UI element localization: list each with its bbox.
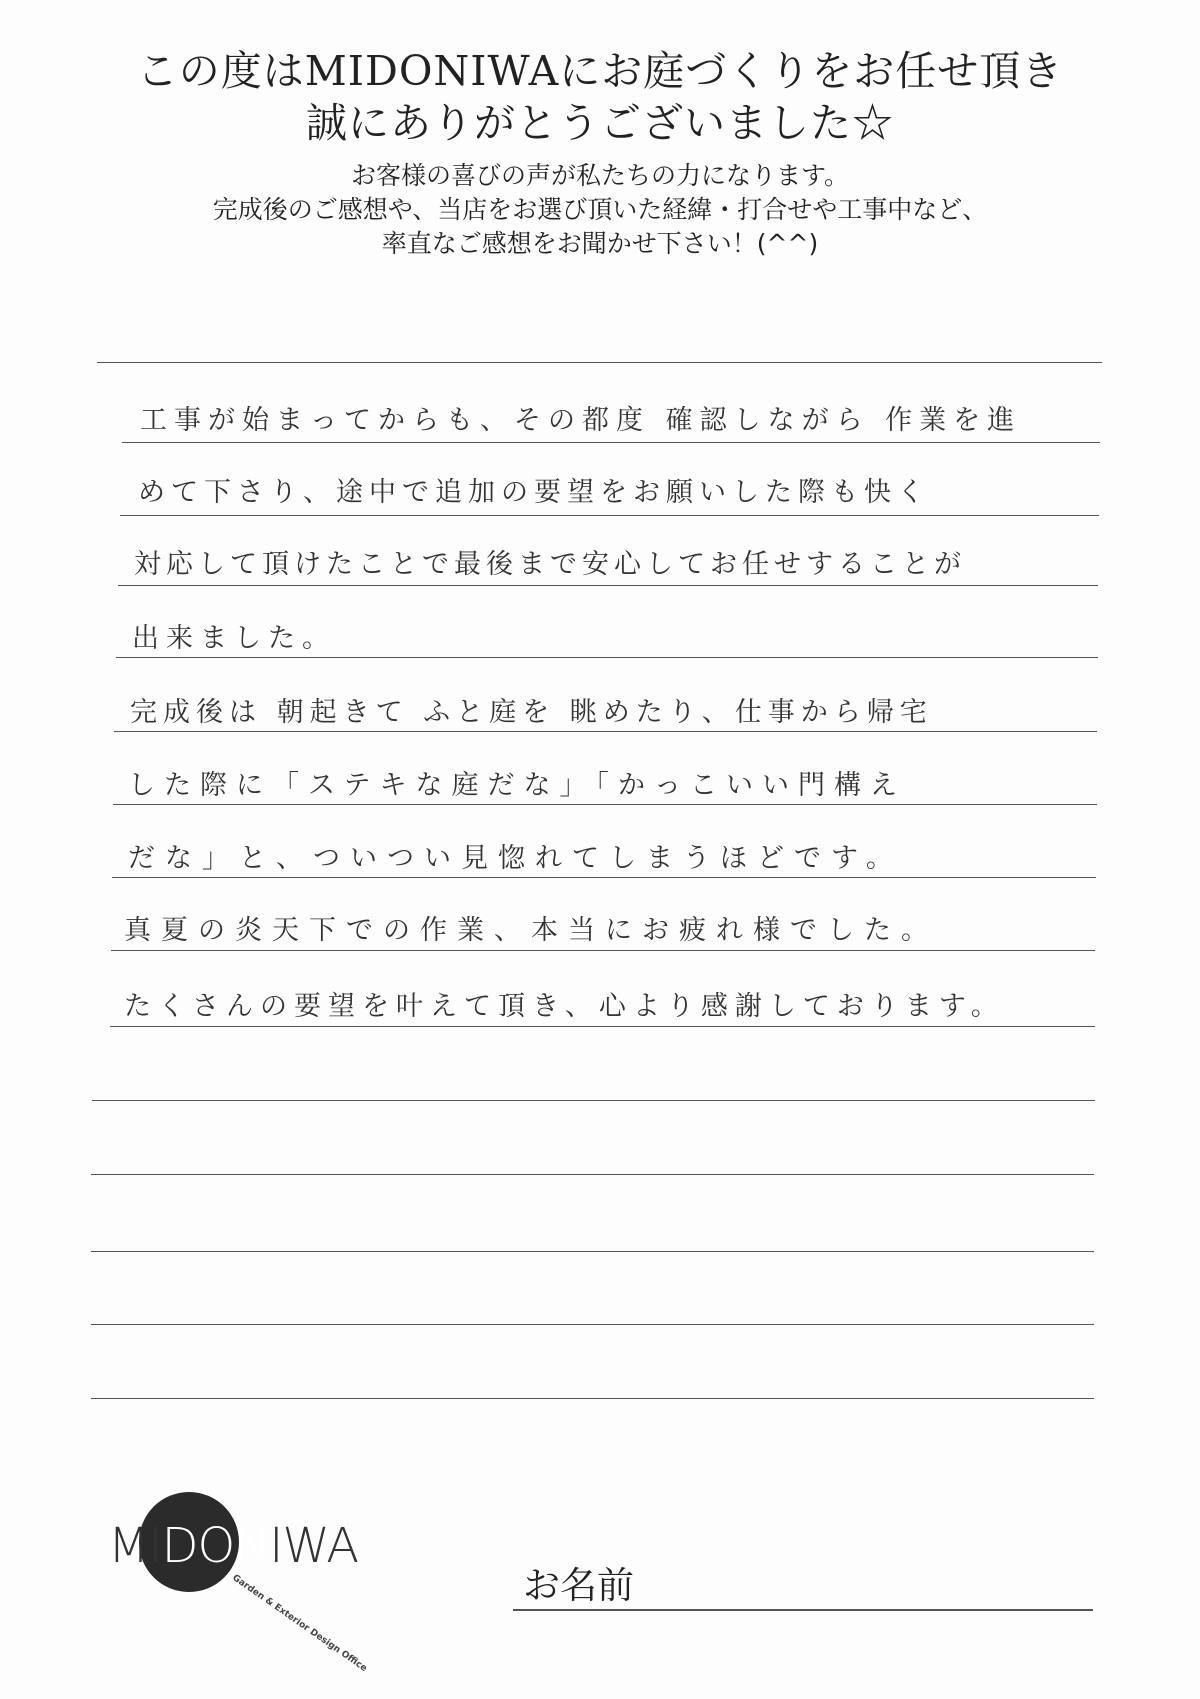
title-line-1: この度はMIDONIWAにお庭づくりをお任せ頂き — [136, 47, 1064, 95]
handwritten-line: たくさんの要望を叶えて頂き、心より感謝しております。 — [124, 991, 1005, 1022]
writing-rule — [91, 1398, 1094, 1399]
writing-rule — [91, 1174, 1094, 1175]
logo-text-mid: DON — [161, 1518, 270, 1574]
subtitle-line-3: 率直なご感想をお聞かせ下さい！(^^) — [381, 229, 819, 258]
writing-rule — [120, 515, 1099, 516]
name-label: お名前 — [523, 1564, 634, 1607]
logo-text-right: IWA — [269, 1518, 359, 1574]
name-field-line[interactable] — [513, 1609, 1093, 1611]
logo-wordmark — [108, 1518, 359, 1574]
writing-rule — [91, 1251, 1094, 1252]
writing-rule — [97, 362, 1102, 363]
handwritten-line: だな」と、ついつい見惚れてしまうほどです。 — [128, 843, 903, 874]
handwritten-line: 真夏の炎天下での作業、本当にお疲れ様でした。 — [124, 915, 938, 946]
writing-rule — [122, 442, 1100, 443]
writing-rule — [110, 1026, 1095, 1027]
writing-rule — [116, 657, 1098, 658]
handwritten-line: 対応して頂けたことで最後まで安心してお任せすることが — [134, 549, 966, 580]
writing-rule — [114, 731, 1097, 732]
title-line-2: 誠にありがとうございました☆ — [306, 99, 894, 147]
logo-tagline: Garden & Exterior Design Office — [230, 1573, 369, 1674]
writing-rule — [113, 804, 1097, 805]
handwritten-line: した際に「ステキな庭だな」「かっこいい門構え — [128, 770, 906, 801]
midoniwa-logo — [108, 1488, 369, 1674]
writing-rule — [91, 1324, 1094, 1325]
writing-rule — [92, 1100, 1095, 1101]
handwritten-line: 工事が始まってからも、その都度 確認しながら 作業を進 — [140, 405, 1022, 436]
handwritten-line: 完成後は 朝起きて ふと庭を 眺めたり、仕事から帰宅 — [130, 697, 933, 728]
writing-rule — [111, 950, 1095, 951]
writing-rule — [112, 877, 1096, 878]
subtitle-line-1: お客様の喜びの声が私たちの力になります。 — [350, 161, 849, 190]
subtitle-line-2: 完成後のご感想や、当店をお選び頂いた経緯・打合せや工事中など、 — [212, 195, 988, 224]
handwritten-line: 出来ました。 — [132, 623, 336, 654]
handwritten-line: めて下さり、途中で追加の要望をお願いした際も快く — [138, 477, 930, 508]
writing-rule — [118, 585, 1098, 586]
logo-text-left: MI — [108, 1518, 162, 1574]
